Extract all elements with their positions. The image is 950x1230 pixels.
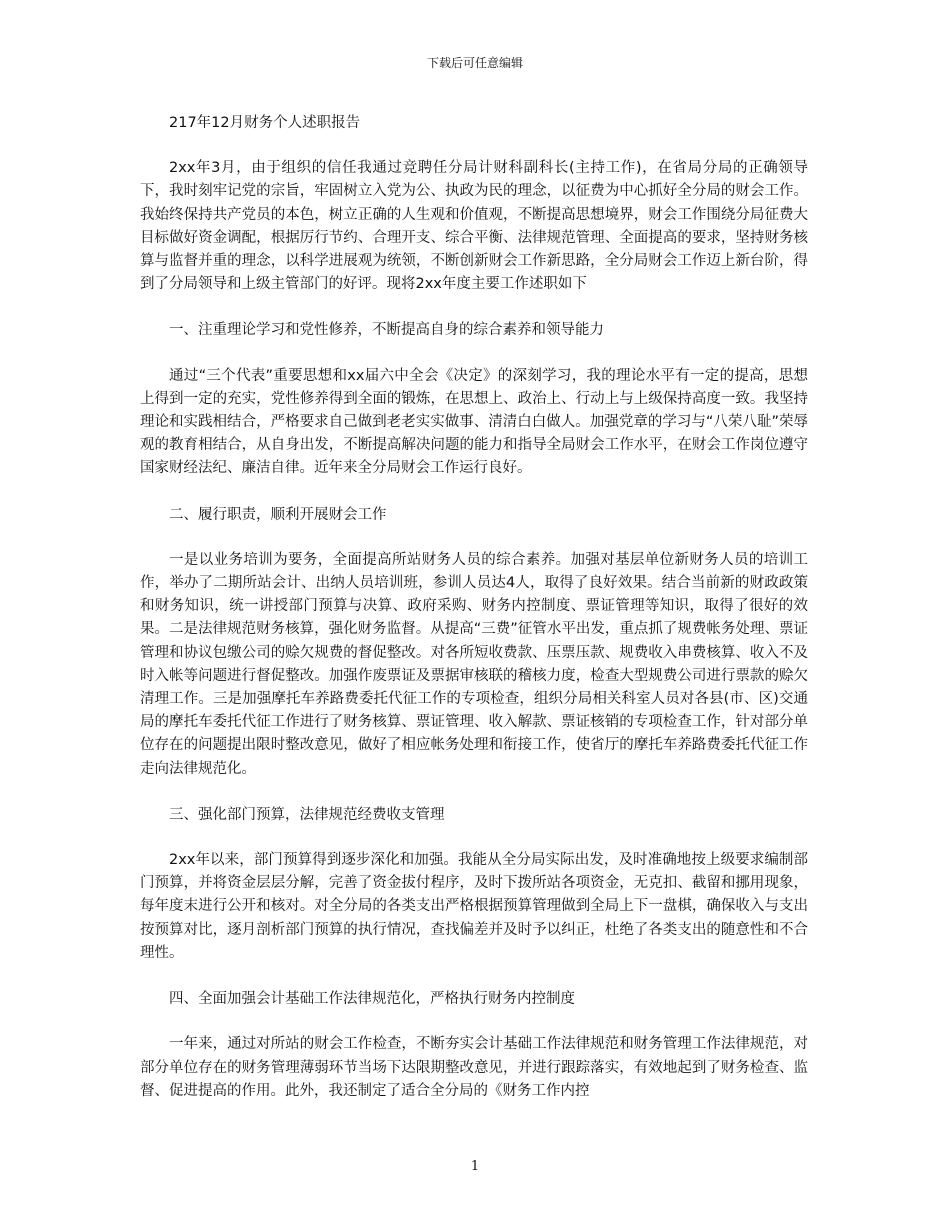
document-title: 217年12月财务个人述职报告 <box>169 115 361 131</box>
header-note: 下载后可任意编辑 <box>426 56 523 70</box>
section-heading-2: 二、履行职责，顺利开展财会工作 <box>169 506 387 523</box>
section-heading-1: 一、注重理论学习和党性修养，不断提高自身的综合素养和领导能力 <box>169 322 604 339</box>
document-body <box>140 112 808 1126</box>
section-paragraph-1: 通过“三个代表”重要思想和xx届六中全会《决定》的深刻学习，我的理论水平有一定的提高，思想上得到一定的充实，党性修养得到全面的锻炼，在思想上、政治上、行动上与上级保持高度一致。我坚持理论和实践相结合，严格要求自己做到老老实实做事、清清白白做人。加强党章的学习与“八荣八耻”荣辱观的教育相结合，从自身出发，不断提高解决问题的能力和指导全局财会工作水平，在财会工作岗位遵守国家财经法纪、廉洁自律。近年来全分局财会工作运行良好。 <box>140 367 808 477</box>
section-heading-4: 四、全面加强会计基础工作法律规范化，严格执行财务内控制度 <box>169 991 575 1008</box>
section-paragraph-4: 一年来，通过对所站的财会工作检查，不断夯实会计基础工作法律规范和财务管理工作法律规范，对部分单位存在的财务管理薄弱环节当场下达限期整改意见，并进行跟踪落实，有效地起到了财务检查、监督、促进提高的作用。此外，我还制定了适合全分局的《财务工作内控 <box>140 1036 808 1099</box>
section-heading-3: 三、强化部门预算，法律规范经费收支管理 <box>169 806 445 823</box>
intro-paragraph: 2xx年3月，由于组织的信任我通过竞聘任分局计财科副科长(主持工作)，在省局分局的正确领导下，我时刻牢记党的宗旨，牢固树立入党为公、执政为民的理念，以征费为中心抓好全分局的财会工作。我始终保持共产党员的本色，树立正确的人生观和价值观，不断提高思想境界，财会工作围绕分局征费大目标做好资金调配，根据厉行节约、合理开支、综合平衡、法律规范管理、全面提高的要求，坚持财务核算与监督并重的理念，以科学进展观为统领，不断创新财会工作新思路，全分局财会工作迈上新台阶，得到了分局领导和上级主管部门的好评。现将2xx年度主要工作述职如下 <box>140 160 808 293</box>
page-number: 1 <box>470 1159 480 1174</box>
section-paragraph-2: 一是以业务培训为要务，全面提高所站财务人员的综合素养。加强对基层单位新财务人员的培训工作，举办了二期所站会计、出纳人员培训班，参训人员达4人，取得了良好效果。结合当前新的财政政策和财务知识，统一讲授部门预算与决算、政府采购、财务内控制度、票证管理等知识，取得了很好的效果。二是法律规范财务核算，强化财务监督。从提高“三费”征管水平出发，重点抓了规费帐务处理、票证管理和协议包缴公司的赊欠规费的督促整改。对各所短收费款、压票压款、规费收入串费核算、收入不及时入帐等问题进行督促整改。加强作废票证及票据审核联的稽核力度，检查大型规费公司进行票款的赊欠清理工作。三是加强摩托车养路费委托代征工作的专项检查，组织分局相关科室人员对各县(市、区)交通局的摩托车委托代征工作进行了财务核算、票证管理、收入解款、票证核销的专项检查工作，针对部分单位存在的问题提出限时整改意见，做好了相应帐务处理和衔接工作，使省厅的摩托车养路费委托代征工作走向法律规范化。 <box>140 551 808 777</box>
section-paragraph-3: 2xx年以来，部门预算得到逐步深化和加强。我能从全分局实际出发，及时准确地按上级要求编制部门预算，并将资金层层分解，完善了资金拔付程序，及时下拨所站各项资金，无克扣、截留和挪用现象，每年度末进行公开和核对。对全分局的各类支出严格根据预算管理做到全局上下一盘棋，确保收入与支出按预算对比，逐月剖析部门预算的执行情况，查找偏差并及时予以纠正，杜绝了各类支出的随意性和不合理性。 <box>140 852 808 961</box>
